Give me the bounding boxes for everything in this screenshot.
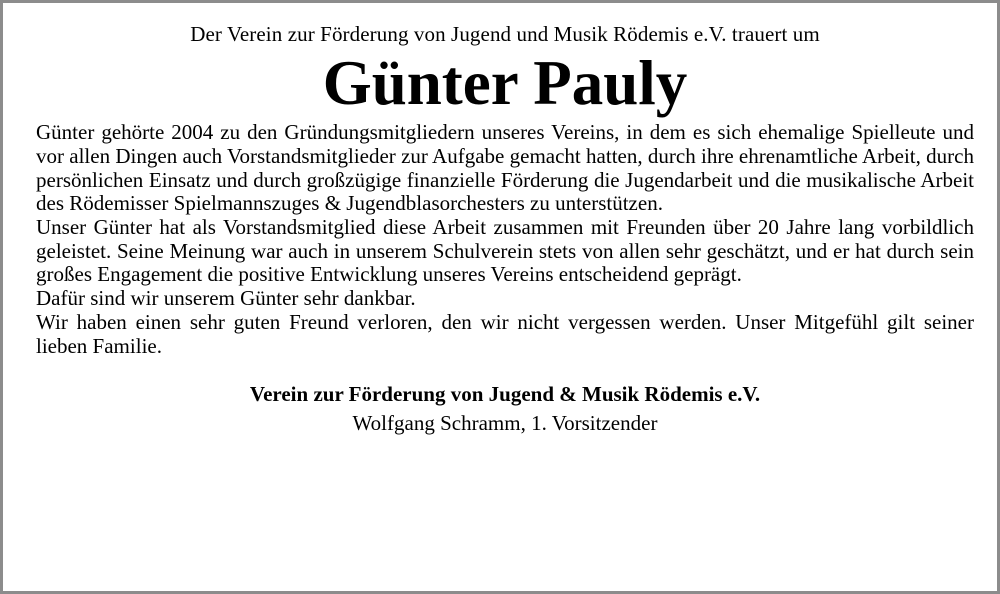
body-paragraph-1: Günter gehörte 2004 zu den Gründungsmitgliedern unseres Vereins, in dem es sich ehemalige Spielleute und vor allen Dingen auch Vorstandsmitglieder zur Aufgabe gemacht hatten, durch ihre ehrenamtliche Arbeit, durch persönlichen Einsatz und durch großzügige finanzielle Förderung die Jugendarbeit und die musikalische Arbeit des Rödemisser Spielmannszuges & Jugendblasorchesters zu unterstützen. bbox=[36, 120, 974, 216]
signature-block bbox=[36, 382, 974, 436]
notice-body bbox=[36, 121, 974, 358]
body-paragraph-2: Unser Günter hat als Vorstandsmitglied diese Arbeit zusammen mit Freunden über 20 Jahre lang vorbildlich geleistet. Seine Meinung war auch in unserem Schulverein stets von allen sehr geschätzt, und er hat durch sein großes Engagement die positive Entwicklung unseres Vereins entscheidend geprägt. bbox=[36, 214, 974, 287]
signature-signatory: Wolfgang Schramm, 1. Vorsitzender bbox=[352, 411, 658, 436]
body-paragraph-4: Wir haben einen sehr guten Freund verloren, den wir nicht vergessen werden. Unser Mitgefühl gilt seiner lieben Familie. bbox=[36, 309, 974, 358]
deceased-name: Günter Pauly bbox=[322, 48, 688, 119]
notice-content bbox=[36, 23, 974, 437]
signature-organization: Verein zur Förderung von Jugend & Musik Rödemis e.V. bbox=[249, 382, 761, 407]
intro-line: Der Verein zur Förderung von Jugend und Musik Rödemis e.V. trauert um bbox=[190, 22, 820, 46]
body-paragraph-3: Dafür sind wir unserem Günter sehr dankbar. bbox=[36, 286, 416, 311]
